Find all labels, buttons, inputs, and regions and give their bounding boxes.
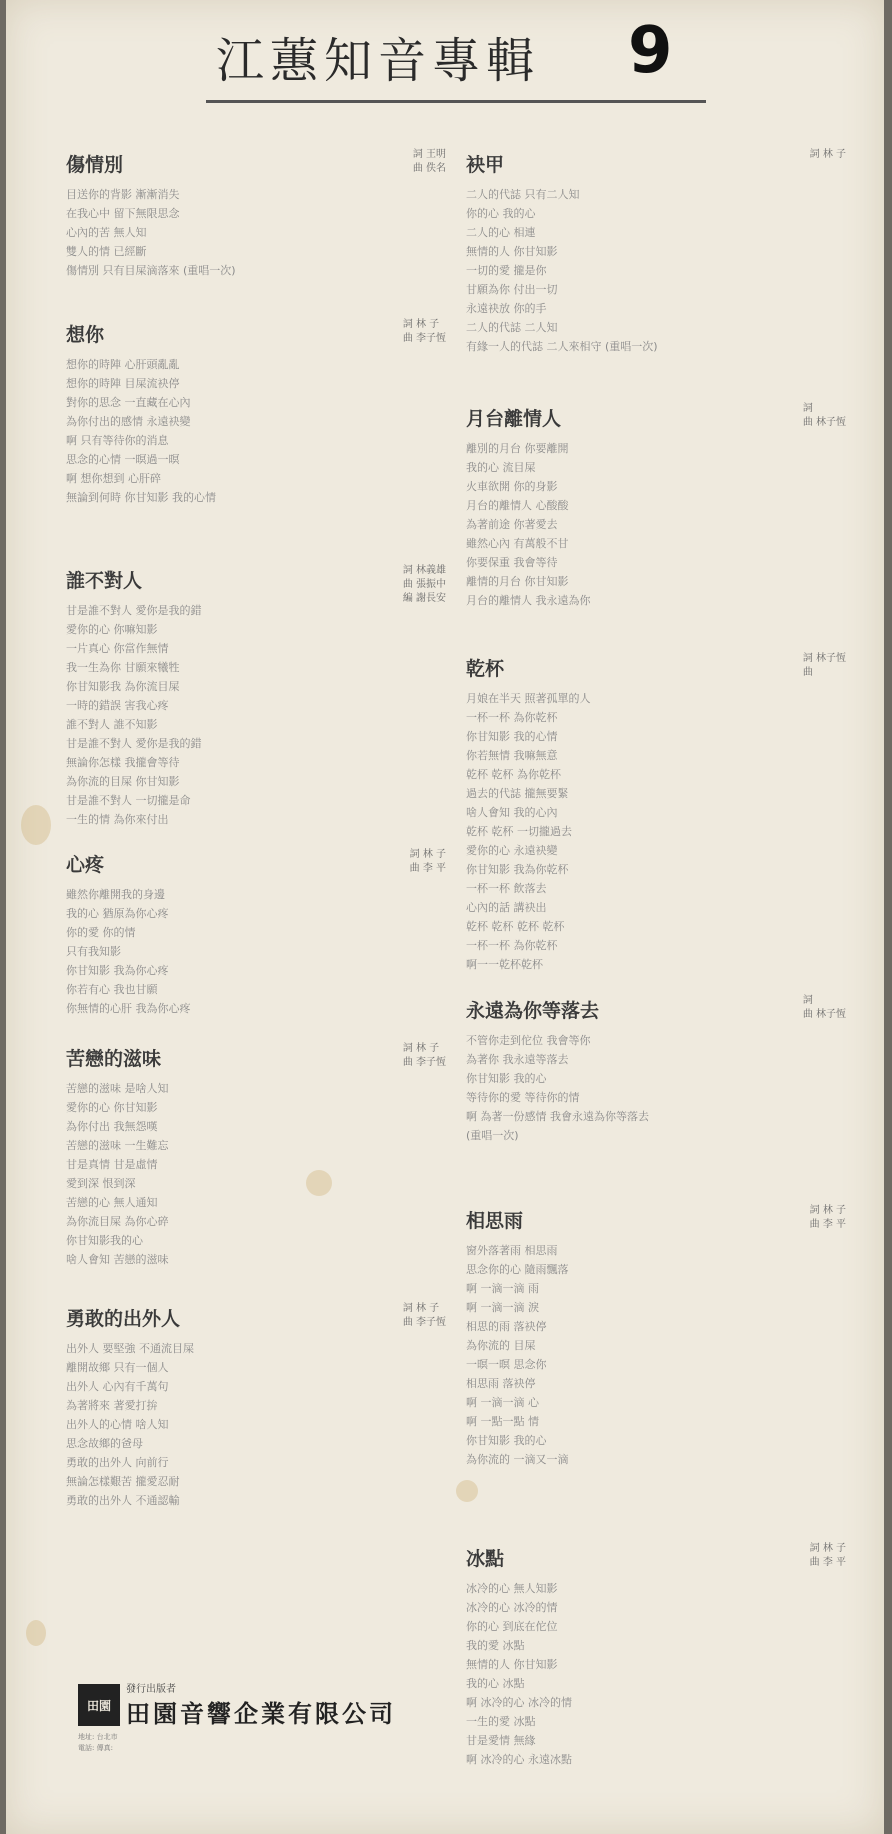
lyric-line: 乾杯 乾杯 一切攏過去 bbox=[466, 825, 572, 838]
lyric-line: 啊 一滴一滴 心 bbox=[466, 1396, 539, 1409]
lyric-line: 你甘知影 我為你乾杯 bbox=[466, 863, 569, 876]
lyric-line: 有緣一人的代誌 二人來相守 (重唱一次) bbox=[466, 340, 658, 353]
lyric-line: 一生的情 為你來付出 bbox=[66, 813, 169, 826]
lyric-line: 月台的離情人 心酸酸 bbox=[466, 499, 569, 512]
lyric-line: 二人的心 相連 bbox=[466, 226, 536, 239]
lyric-line: 啊 一滴一滴 雨 bbox=[466, 1282, 539, 1295]
lyric-line: 離開故鄉 只有一個人 bbox=[66, 1361, 169, 1374]
lyric-line: 甘願為你 付出一切 bbox=[466, 283, 558, 296]
lyric-line: 出外人 心內有千萬句 bbox=[66, 1380, 169, 1393]
lyric-line: 出外人的心情 啥人知 bbox=[66, 1418, 169, 1431]
lyric-line: 雖然你離開我的身邊 bbox=[66, 888, 165, 901]
lyric-line: 一杯一杯 為你乾杯 bbox=[466, 711, 558, 724]
lyric-line: 我的心 猶原為你心疼 bbox=[66, 907, 169, 920]
song-block bbox=[466, 1544, 846, 1769]
lyric-line: 為著你 我永遠等落去 bbox=[466, 1053, 569, 1066]
lyric-line: 一杯一杯 為你乾杯 bbox=[466, 939, 558, 952]
lyric-line: 我的心 冰點 bbox=[466, 1677, 525, 1690]
lyric-line: 你甘知影 我的心 bbox=[466, 1434, 547, 1447]
song-block bbox=[66, 1304, 446, 1510]
song-credits: 詞 曲 林子恆 bbox=[802, 403, 846, 428]
publisher-label: 發行出版者 bbox=[126, 1684, 176, 1695]
lyric-line: 想你的時陣 心肝頭亂亂 bbox=[66, 358, 180, 371]
volume-number: 9 bbox=[628, 14, 673, 88]
lyric-line: 你甘知影我的心 bbox=[66, 1234, 143, 1247]
lyric-line: 啊 為著一份感情 我會永遠為你等落去 bbox=[466, 1110, 649, 1123]
song-title: 袂甲 bbox=[466, 154, 505, 176]
lyric-line: 在我心中 留下無限思念 bbox=[66, 207, 180, 220]
lyric-line: 一時的錯誤 害我心疼 bbox=[66, 699, 169, 712]
lyric-line: 我的心 流目屎 bbox=[466, 461, 536, 474]
song-block bbox=[66, 320, 446, 507]
lyric-line: 離別的月台 你要離開 bbox=[466, 442, 569, 455]
song-title: 相思雨 bbox=[466, 1210, 524, 1232]
song-title: 傷情別 bbox=[66, 154, 124, 176]
lyric-line: 啊 一點一點 情 bbox=[466, 1415, 539, 1428]
lyric-line: 愛你的心 永遠袂變 bbox=[466, 844, 558, 857]
lyric-line: 思念故鄉的爸母 bbox=[66, 1437, 143, 1450]
lyric-line: 苦戀的滋味 是啥人知 bbox=[66, 1082, 169, 1095]
song-title: 想你 bbox=[66, 324, 105, 346]
song-title: 誰不對人 bbox=[66, 570, 143, 592]
song-block bbox=[466, 150, 846, 356]
lyric-line: 一生的愛 冰點 bbox=[466, 1715, 536, 1728]
lyric-line: 誰不對人 誰不知影 bbox=[66, 718, 158, 731]
lyric-line: 想你的時陣 目屎流袂停 bbox=[66, 377, 180, 390]
lyric-line: 為著將來 著愛打拚 bbox=[66, 1399, 158, 1412]
song-title: 苦戀的滋味 bbox=[66, 1048, 162, 1070]
lyric-line: 窗外落著雨 相思雨 bbox=[466, 1244, 558, 1257]
lyric-line: 啊 冰冷的心 冰冷的情 bbox=[466, 1696, 572, 1709]
lyric-line: 啥人會知 苦戀的滋味 bbox=[66, 1253, 169, 1266]
song-credits: 詞 林 子 曲 李子恆 bbox=[402, 1303, 446, 1328]
lyric-line: 雙人的情 已經斷 bbox=[66, 245, 147, 258]
lyric-line: 甘是誰不對人 愛你是我的錯 bbox=[66, 604, 202, 617]
song-credits: 詞 林 子 曲 李 平 bbox=[409, 849, 446, 874]
lyric-line: 月娘在半天 照著孤單的人 bbox=[466, 692, 591, 705]
lyric-line: 啊 想你想到 心肝碎 bbox=[66, 472, 161, 485]
lyric-line: 心內的話 講袂出 bbox=[466, 901, 547, 914]
song-credits: 詞 林子恆 曲 bbox=[802, 653, 846, 678]
lyric-line: 你甘知影我 為你流目屎 bbox=[66, 680, 180, 693]
song-credits: 詞 林 子 曲 李 平 bbox=[809, 1543, 846, 1568]
lyric-line: 二人的代誌 只有二人知 bbox=[466, 188, 580, 201]
lyric-line: 啊 一滴一滴 淚 bbox=[466, 1301, 539, 1314]
lyric-line: 甘是誰不對人 愛你是我的錯 bbox=[66, 737, 202, 750]
lyric-line: 你無情的心肝 我為你心疼 bbox=[66, 1002, 191, 1015]
lyric-line: 你的心 到底在佗位 bbox=[466, 1620, 558, 1633]
lyric-line: 火車欲開 你的身影 bbox=[466, 480, 558, 493]
lyric-line: 為你付出 我無怨嘆 bbox=[66, 1120, 158, 1133]
lyric-line: 啥人會知 我的心內 bbox=[466, 806, 558, 819]
song-title: 永遠為你等落去 bbox=[466, 1000, 600, 1022]
lyric-line: 一切的愛 攏是你 bbox=[466, 264, 547, 277]
lyric-line: 勇敢的出外人 不通認輸 bbox=[66, 1494, 180, 1507]
song-credits: 詞 林義雄 曲 張振中 編 謝長安 bbox=[402, 565, 446, 604]
lyric-line: 不管你走到佗位 我會等你 bbox=[466, 1034, 591, 1047]
lyric-line: 二人的代誌 二人知 bbox=[466, 321, 558, 334]
lyric-line: 啊 只有等待你的消息 bbox=[66, 434, 169, 447]
lyric-line: 乾杯 乾杯 為你乾杯 bbox=[466, 768, 561, 781]
lyric-line: 冰冷的心 冰冷的情 bbox=[466, 1601, 558, 1614]
lyric-line: 為你流的 目屎 bbox=[466, 1339, 536, 1352]
lyric-line: 無論你怎樣 我攏會等待 bbox=[66, 756, 180, 769]
lyric-line: 一片真心 你當作無情 bbox=[66, 642, 169, 655]
lyric-line: 過去的代誌 攏無要緊 bbox=[466, 787, 569, 800]
lyric-line: 無情的人 你甘知影 bbox=[466, 245, 558, 258]
song-block bbox=[466, 654, 846, 974]
stain bbox=[21, 805, 51, 845]
lyric-line: 一暝一暝 思念你 bbox=[466, 1358, 547, 1371]
lyric-line: 傷情別 只有目屎滴落來 (重唱一次) bbox=[66, 264, 236, 277]
lyric-line: 為你流目屎 為你心碎 bbox=[66, 1215, 169, 1228]
lyric-line: 無論怎樣艱苦 攏愛忍耐 bbox=[66, 1475, 180, 1488]
lyric-line: 甘是愛情 無緣 bbox=[466, 1734, 536, 1747]
lyric-line: 永遠袂放 你的手 bbox=[466, 302, 547, 315]
lyric-line: 思念你的心 隨雨飄落 bbox=[466, 1263, 569, 1276]
lyric-line: 雖然心內 有萬般不甘 bbox=[466, 537, 569, 550]
song-credits: 詞 林 子 bbox=[809, 149, 846, 160]
lyric-line: 啊 冰冷的心 永遠冰點 bbox=[466, 1753, 572, 1766]
song-credits: 詞 曲 林子恆 bbox=[802, 995, 846, 1020]
song-block bbox=[466, 1206, 846, 1469]
lyric-line: 月台的離情人 我永遠為你 bbox=[466, 594, 591, 607]
lyric-line: 一杯一杯 飲落去 bbox=[466, 882, 547, 895]
lyric-line: 無情的人 你甘知影 bbox=[466, 1658, 558, 1671]
lyric-line: 愛到深 恨到深 bbox=[66, 1177, 136, 1190]
lyric-line: 甘是誰不對人 一切攏是命 bbox=[66, 794, 191, 807]
song-credits: 詞 王明 曲 佚名 bbox=[412, 149, 446, 174]
lyric-line: 我的愛 冰點 bbox=[466, 1639, 525, 1652]
lyric-line: 勇敢的出外人 向前行 bbox=[66, 1456, 169, 1469]
lyric-line: 苦戀的滋味 一生難忘 bbox=[66, 1139, 169, 1152]
album-title: 江蕙知音專輯 bbox=[216, 33, 541, 89]
lyric-line: 無論到何時 你甘知影 我的心情 bbox=[66, 491, 216, 504]
song-block bbox=[466, 404, 846, 610]
song-block bbox=[66, 1044, 446, 1269]
song-block bbox=[66, 150, 446, 280]
lyric-line: 你若有心 我也甘願 bbox=[66, 983, 158, 996]
song-block bbox=[466, 996, 846, 1145]
lyric-line: 你的愛 你的情 bbox=[66, 926, 136, 939]
lyric-line: 出外人 要堅強 不通流目屎 bbox=[66, 1342, 194, 1355]
lyric-line: 你若無情 我嘛無意 bbox=[466, 749, 558, 762]
lyric-line: 為你付出的感情 永遠袂變 bbox=[66, 415, 191, 428]
company-logo: 田園 bbox=[78, 1684, 120, 1726]
lyric-line: 相思雨 落袂停 bbox=[466, 1377, 536, 1390]
lyric-line: 你甘知影 我的心 bbox=[466, 1072, 547, 1085]
lyric-line: 我一生為你 甘願來犧牲 bbox=[66, 661, 180, 674]
company-address: 地址: 台北市 電話: 傳真: bbox=[78, 1733, 118, 1752]
lyric-line: 你甘知影 我為你心疼 bbox=[66, 964, 169, 977]
title-rule bbox=[206, 100, 706, 103]
song-block bbox=[66, 566, 446, 829]
lyric-line: 只有我知影 bbox=[66, 945, 121, 958]
lyric-line: 為你流的目屎 你甘知影 bbox=[66, 775, 180, 788]
song-block bbox=[66, 850, 446, 1018]
lyric-sheet bbox=[6, 0, 884, 1834]
song-credits: 詞 林 子 曲 李子恆 bbox=[402, 1043, 446, 1068]
song-credits: 詞 林 子 曲 李 平 bbox=[809, 1205, 846, 1230]
lyric-line: 愛你的心 你甘知影 bbox=[66, 1101, 158, 1114]
lyric-line: 你的心 我的心 bbox=[466, 207, 536, 220]
lyric-line: 目送你的背影 漸漸消失 bbox=[66, 188, 180, 201]
company-name: 田園音響企業有限公司 bbox=[126, 1700, 396, 1728]
song-title: 心疼 bbox=[66, 854, 105, 876]
lyric-line: 苦戀的心 無人通知 bbox=[66, 1196, 158, 1209]
lyric-line: 為你流的 一滴又一滴 bbox=[466, 1453, 569, 1466]
lyric-line: 乾杯 乾杯 乾杯 乾杯 bbox=[466, 920, 565, 933]
lyric-line: 思念的心情 一暝過一暝 bbox=[66, 453, 180, 466]
stain bbox=[456, 1480, 478, 1502]
lyric-line: 啊一一乾杯乾杯 bbox=[466, 958, 543, 971]
lyric-line: 等待你的愛 等待你的情 bbox=[466, 1091, 580, 1104]
lyric-line: (重唱一次) bbox=[466, 1129, 519, 1142]
song-title: 乾杯 bbox=[466, 658, 505, 680]
lyric-line: 對你的思念 一直藏在心內 bbox=[66, 396, 191, 409]
lyric-line: 離情的月台 你甘知影 bbox=[466, 575, 569, 588]
lyric-line: 你甘知影 我的心情 bbox=[466, 730, 558, 743]
song-title: 月台離情人 bbox=[466, 408, 562, 430]
lyric-line: 愛你的心 你嘛知影 bbox=[66, 623, 158, 636]
lyric-line: 你要保重 我會等待 bbox=[466, 556, 558, 569]
lyric-line: 相思的雨 落袂停 bbox=[466, 1320, 547, 1333]
lyric-line: 甘是真情 甘是虛情 bbox=[66, 1158, 158, 1171]
lyric-line: 冰冷的心 無人知影 bbox=[466, 1582, 558, 1595]
lyric-line: 為著前途 你著愛去 bbox=[466, 518, 558, 531]
lyric-line: 心內的苦 無人知 bbox=[66, 226, 147, 239]
song-title: 勇敢的出外人 bbox=[66, 1308, 181, 1330]
song-title: 冰點 bbox=[466, 1548, 505, 1570]
song-credits: 詞 林 子 曲 李子恆 bbox=[402, 319, 446, 344]
stain bbox=[26, 1620, 46, 1646]
